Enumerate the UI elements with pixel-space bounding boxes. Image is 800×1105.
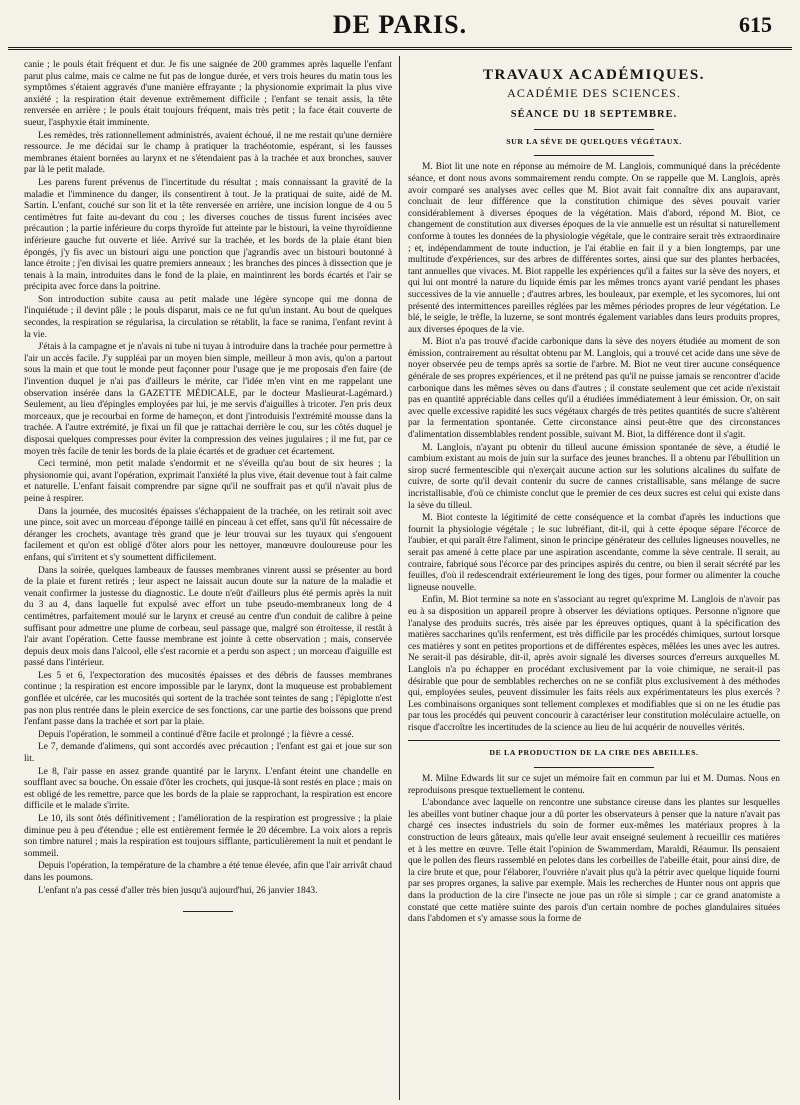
paragraph: Son introduction subite causa au petit malade une légère syncope qui me donna de l'inquiétude ; il devint pâle ; le pouls disparut, mais ce ne fut qu'un instant. Au bout de quelques secondes, la respiration se régularisa, la circulation se rétablit, la face se ranima, l'enfant revint à la vie. [24, 294, 392, 340]
paragraph: Ceci terminé, mon petit malade s'endormit et ne s'éveilla qu'au bout de six heures ; la physionomie qui, avant l'opération, exprimait l'anxiété la plus vive, était devenue tout à fait calme et naturelle. L'enfant faisait comprendre par signe qu'il ne souffrait pas et qu'il n'avait plus de peine à respirer. [24, 459, 392, 504]
left-column [24, 60, 392, 1100]
paragraph: L'abondance avec laquelle on rencontre une substance cireuse dans les plantes sur lesquelles les abeilles vont butiner chaque jour a dû porter les observateurs à penser que la nature n'avait pas chargé ces insectes industriels du soin de former eux-mêmes les matériaux propres à la construction de leurs gâteaux, mais qu'elle leur avait enseigné seulement à recueillir ces matières et à les mettre en œuvre. Telle était l'opinion de Swammerdam, Maraldi, Réaumur. Ils pensaient que le pollen des fleurs rassemblé en pelotes dans les corbeilles de l'abeille était, pour ainsi dire, de la cire brute et que, pour l'élaborer, l'ouvrière n'avait plus qu'à la pétrir avec quelque liquide fourni par ses propres organes, la salive par exemple. Mais les recherches de Hunter nous ont appris que dans la production de la cire l'insecte ne joue pas un rôle si simple ; car ce grand anatomiste a constaté que cette matière suinte des parois d'un certain nombre de poches glandulaires situées dans l'abdomen et s'y amasse sous la forme de [408, 798, 780, 925]
paragraph: Depuis l'opération, la température de la chambre a été tenue élevée, afin que l'air arrivât chaud dans les poumons. [24, 861, 392, 883]
paragraph: M. Biot lit une note en réponse au mémoire de M. Langlois, communiqué dans la précédente séance, et dont nous avons sommairement rendu compte. On se rappelle que M. Langlois, après avoir comparé ses analyses avec celles que M. Biot avait fait connaître dix ans auparavant, concluait de leur différence que la constitution chimique des sèves pouvait varier considérablement à diverses époques de la végétation. Mais d'abord, répond M. Biot, ce changement de constitution aux diverses époques de la vie annuelle est un résultat si naturellement conforme à toutes les données de la physiologie végétale, que le contraire serait très extraordinaire ; et, indépendamment de toute induction, je l'ai établie en fait il y a bien longtemps, par une multitude d'expériences, sur des arbres de différentes sortes, ainsi que sur des plantes herbacées, tant annuelles que vivaces. M. Biot rappelle les expériences qu'il a faites sur la sève des noyers, et qui lui ont montré la nature du liquide émis par les mêmes troncs ayant varié pendant les phases successives de la vie annuelle ; d'autres arbres, les bouleaux, par exemple, et les sycomores, lui ont présenté des intermittences pareilles réglées par les mêmes périodes propres de leur végétation. Le blé, le seigle, le trèfle, la luzerne, se sont montrés également variables dans leurs produits propres, aux diverses époques de la vie. [408, 162, 780, 335]
right-column [408, 60, 780, 1100]
paragraph: Les parens furent prévenus de l'incertitude du résultat ; mais connaissant la gravité de la maladie et l'imminence du danger, ils consentirent à tout. Je la pratiquai de suite, aidé de M. Sartin. L'enfant, couché sur son lit et la tête renversée en arrière, une incision longue de 4 ou 5 centimètres fut faite au-devant du cou ; les diverses couches de tissus furent incisées avec précaution ; la partie inférieure du corps thyroïde fut atteinte par le bistouri, la veine thyroïdienne inférieure gauche fut ouverte et liée. Arrivé sur la trachée, et les bords de la plaie étant bien épongés, j'y fis avec un bistouri aigu une ponction que j'agrandis avec un bistouri boutonné à lance étroite ; j'en divisai les quatre premiers anneaux ; les branches des pinces à dissection que je tenais à la main, introduites dans le fond de la plaie, en maintinrent les bords écartés et l'air se précipita avec force dans la poitrine. [24, 177, 392, 293]
session-date: SÉANCE DU 18 SEPTEMBRE. [510, 109, 678, 121]
paragraph: Dans la soirée, quelques lambeaux de fausses membranes vinrent aussi se présenter au bord de la plaie et furent retirés ; leur aspect ne laissait aucun doute sur la nature de la maladie et venait confirmer la justesse du diagnostic. Le doute n'eût d'ailleurs plus été permis après la nuit du 3 au 4, dans laquelle fut expulsé avec effort un tube pseudo-membraneux long de 4 centimètres, parfaitement moulé sur le larynx et creusé au centre d'un conduit de calibre à peine suffisant pour admettre une plume de corbeau, seul passage que, malgré son étroitesse, il restât à l'air avant l'opération. Cette fausse membrane est jointe à cette observation ; mais, conservée depuis deux mois dans l'alcool, elle s'est racornie et a perdu son aspect ; un morceau d'aiguille est passé dans l'intérieur. [24, 565, 392, 669]
paragraph: Le 7, demande d'alimens, qui sont accordés avec précaution ; l'enfant est gai et joue sur son lit. [24, 742, 392, 765]
page-number: 615 [739, 12, 772, 37]
subsection-title: SUR LA SÈVE DE QUELQUES VÉGÉTAUX. [506, 136, 682, 146]
paragraph: M. Milne Edwards lit sur ce sujet un mémoire fait en commun par lui et M. Dumas. Nous en reproduisons presque textuellement le contenu. [408, 774, 780, 796]
section-title: TRAVAUX ACADÉMIQUES. [483, 67, 705, 83]
section-subtitle: ACADÉMIE DES SCIENCES. [507, 85, 681, 100]
paragraph: M. Biot conteste la légitimité de cette conséquence et la combat d'après les inductions que fournit la physiologie végétale ; le suc lubréfiant, dit-il, qui à cette époque sépare l'écorce de l'aubier, et qui paraît être l'aliment, sinon le principe générateur des cellules ligneuses nouvelles, ne serait pas amené à cette place par une aspiration ascendante, comme la sève centrale. Il serait, au contraire, fabriqué sous l'écorce par des principes aspirés du centre, ou bien il serait sécrété par les feuilles, d'où il redescendrait extérieurement le long des tiges, pour former ou alimenter la couche ligneuse nouvelle. [408, 513, 780, 593]
paragraph: L'enfant n'a pas cessé d'aller très bien jusqu'à aujourd'hui, 26 janvier 1843. [38, 885, 318, 896]
header-rule [8, 47, 792, 50]
paragraph: Le 8, l'air passe en assez grande quantité par le larynx. L'enfant éteint une chandelle en soufflant avec sa bouche. On essaie d'ôter les crochets, qui jusque-là sont restés en place ; mais on est obligé de les remettre, parce que les bords de la plaie se rapprochant, la respiration est encore difficile et le malade s'irrite. [24, 766, 392, 812]
paragraph: Le 10, ils sont ôtés définitivement ; l'amélioration de la respiration est progressive ; la plaie diminue peu à peu d'étendue ; elle est entièrement fermée le 20 décembre. La voix alors a repris son timbre naturel ; mais la respiration est toujours sifflante, particulièrement la nuit et pendant le sommeil. [24, 814, 392, 859]
paragraph: Dans la journée, des mucosités épaisses s'échappaient de la trachée, on les retirait soit avec une pince, soit avec un morceau d'éponge taillé en pinceau à cet effet, sans qu'il fût nécessaire de déranger les crochets, avantage très grand que je leur trouvai sur les tuyaux qui s'engouent facilement et qu'on est obligé d'ôter alors pour les nettoyer, manœuvre douloureuse pour les enfans, qui s'irritent et s'y soumettent difficilement. [24, 506, 392, 563]
short-rule [534, 767, 654, 768]
column-separator [399, 56, 400, 1100]
paragraph: Les 5 et 6, l'expectoration des mucosités épaisses et des débris de fausses membranes continue ; la respiration est encore impossible par le larynx, dont la muqueuse est probablement gonflée et ulcérée, car les mucosités qui sortent de la trachée sont teintes de sang ; l'épiglotte n'est pas non plus rentrée dans le plein exercice de ses fonctions, car une partie des boissons que prend l'enfant passe dans la trachée et sort par la plaie. [24, 670, 392, 728]
running-title: DE PARIS. [332, 10, 468, 39]
paragraph: M. Biot n'a pas trouvé d'acide carbonique dans la sève des noyers étudiée au moment de son émission, contrairement au résultat obtenu par M. Langlois, qui a trouvé cet acide dans une sève de noyer observée peu de temps après sa sortie de l'arbre. M. Biot ne veut tirer aucune conséquence générale de ses propres expériences, et il ne prétend pas qu'il ne puisse jamais se rencontrer d'acide carbonique dans les mêmes sèves ou dans d'autres ; il constate seulement que cet acide n'existait pas en quantité appréciable dans celles qu'il a étudiées immédiatement à leur émission. Or, on sait avec quelle excessive rapidité les sucs végétaux chargés de très petites quantités de sucre s'altèrent par la fermentation spontanée. Cette circonstance ainsi peut-être que des circonstances d'alimentation dissemblables rendent possible, suivant M. Biot, la différence dont il s'agit. [408, 337, 780, 441]
article-end-rule [183, 911, 233, 912]
paragraph: M. Langlois, n'ayant pu obtenir du tilleul aucune émission spontanée de sève, a étudié le cambium existant au mois de juin sur la surface des jeunes branches. Il a obtenu par l'ébullition un sirop sucré fermentescible qui n'exerçait aucune action sur les solutions alcalines du sulfate de cuivre, de sorte qu'il devait contenir du sucre de cannes cristallisable, sans mélange de sucre incristallisable, d'où ce chimiste conclut que le premier de ces deux sucres est celui qui existe dans la sève du tilleul. [408, 442, 780, 511]
paragraph: Depuis l'opération, le sommeil a continué d'être facile et prolongé ; la fièvre a cessé. [38, 729, 354, 740]
short-rule [534, 129, 654, 130]
paragraph: Enfin, M. Biot termine sa note en s'associant au regret qu'exprime M. Langlois de n'avoir pas eu à sa disposition un appareil propre à observer les déviations optiques. Personne n'ignore que l'analyse des produits sucrés, très aisée par les épreuves optiques, quant à la spécification des matières saccharines qu'ils renferment, est très difficile par les procédés chimiques, surtout lorsque ces matières y sont en petites proportions et de différentes espèces, mêlées les unes avec les autres. Ne serait-il pas désirable, dit-il, après avoir signalé les diverses sources d'erreurs auxquelles M. Langlois n'a pu échapper en procédant exclusivement par la voie chimique, ne serait-il pas désirable que pour de semblables recherches on ne se confiât plus exclusivement à des méthodes qui, employées seules, peuvent dissimuler les faits réels aux expérimentateurs les plus exercés ? Les combinaisons organiques sont tellement complexes et modifiables que si on ne les étudie pas par tous les procédés qui peuvent concourir à caractériser leur constitution moléculaire actuelle, on risque d'accroître les incertitudes de la science au lieu de lui acquérir de nouvelles vérités. [408, 595, 780, 733]
paragraph: Les remèdes, très rationnellement administrés, avaient échoué, il ne me restait qu'une dernière ressource. Je me décidai sur le champ à pratiquer la trachéotomie, espérant, si les fausses membranes étaient bornées au larynx et ne s'étendaient pas à la trachée et aux bronches, sauver par là le petit malade. [24, 130, 392, 176]
short-rule [534, 155, 654, 156]
paragraph: J'étais à la campagne et je n'avais ni tube ni tuyau à introduire dans la trachée pour permettre à l'air un accès facile. J'y suppléai par un moyen bien simple, meilleur à mon avis, qu'on a partout sous la main et que tout le monde peut façonner pour l'usage que je me proposais d'en faire (de l'invention duquel je n'ai pas d'ailleurs le mérite, car l'idée m'en vint en me rappelant une observation insérée dans la GAZETTE MÉDICALE, par le docteur Maslieurat-Lagémard.) Seulement, au lieu d'épingles employées par lui, je me servis d'aiguilles à tricoter. J'en pris deux morceaux, que je recourbai en forme de hameçon, et dont j'introduisis l'extrémité mousse dans la trachée. A l'autre extrémité, je fixai un fil que je rattachai derrière le cou, sur les côtés duquel je disposai quelques compresses pour éviter la compression des veines jugulaires ; il me fut, par ce moyen très facile de tenir les bords de la plaie écartés et de graduer cet écartement. [24, 342, 392, 457]
section-rule [408, 740, 780, 741]
paragraph: canie ; le pouls était fréquent et dur. Je fis une saignée de 200 grammes après laquelle l'enfant parut plus calme, mais ce calme ne fut pas de longue durée, et vers trois heures du matin tous les symptômes s'étaient aggravés d'une manière effrayante ; la physionomie exprimait la plus vive anxiété ; la respiration était devenue extrêmement difficile ; l'enfant se tenait assis, la tête renversée en arrière ; le pouls était toujours fréquent, mais très petit ; la face était couverte de sueur, l'asphyxie était imminente. [24, 60, 392, 128]
subsection-title: DE LA PRODUCTION DE LA CIRE DES ABEILLES. [489, 748, 699, 758]
page-header [0, 0, 800, 50]
